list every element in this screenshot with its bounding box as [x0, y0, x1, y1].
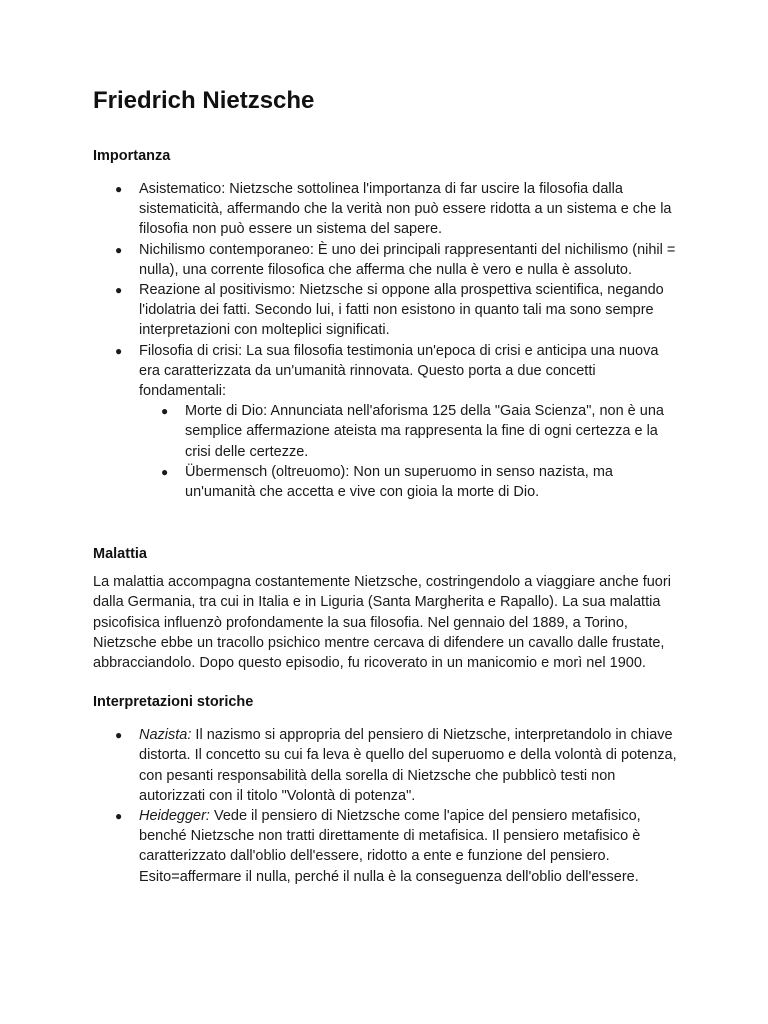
list-item-label: Nazista: [139, 727, 192, 744]
bullet-icon: ● [115, 343, 123, 358]
bullet-icon: ● [115, 242, 123, 257]
list-item-text: Asistematico: Nietzsche sottolinea l'importanza di far uscire la filosofia dalla sistematicità, affermando che la verità non può essere ridotta a un sistema e che la filosofia non può essere un sistema del sapere. [139, 181, 672, 238]
sub-list-item-text: Übermensch (oltreuomo): Non un superuomo in senso nazista, ma un'umanità che accetta e vive con gioia la morte di Dio. [185, 463, 613, 501]
list-item-text: Reazione al positivismo: Nietzsche si oppone alla prospettiva scientifica, negando l'idolatria dei fatti. Secondo lui, i fatti non esistono in quanto tali ma sono sempre interpretazioni con molteplici significati. [139, 282, 664, 339]
importanza-list [93, 179, 683, 502]
bullet-icon: ● [161, 404, 169, 419]
list-item [93, 806, 683, 887]
malattia-paragraph: La malattia accompagna costantemente Nietzsche, costringendolo a viaggiare anche fuori dalla Germania, tra cui in Italia e in Liguria (Santa Margherita e Rapallo). La sua malattia psicofisica influenzò profondamente la sua filosofia. Nel gennaio del 1889, a Torino, Nietzsche ebbe un tracollo psichico mentre cercava di difendere un cavallo dalle frustate, abbracciandolo. Dopo questo episodio, fu ricoverato in un manicomio e morì nel 1900. [93, 574, 671, 672]
bullet-icon: ● [115, 728, 123, 743]
sub-list-item [139, 462, 683, 502]
bullet-icon: ● [115, 182, 123, 196]
list-item [93, 725, 683, 806]
bullet-icon: ● [161, 464, 169, 479]
page-title: Friedrich Nietzsche [93, 87, 315, 114]
document-page [93, 86, 683, 887]
sub-list-item-text: Morte di Dio: Annunciata nell'aforisma 125 della "Gaia Scienza", non è una semplice affermazione ateista ma rappresenta la fine di ogni certezza e la crisi delle certezze. [185, 403, 664, 460]
bullet-icon: ● [115, 809, 123, 824]
list-item-label: Heidegger: [139, 808, 210, 825]
list-item [93, 280, 683, 341]
sub-list-item [139, 401, 683, 462]
list-item-text: Nichilismo contemporaneo: È uno dei principali rappresentanti del nichilismo (nihil = nulla), una corrente filosofica che afferma che nulla è vero e nulla è assoluto. [139, 241, 676, 278]
sub-list [139, 401, 683, 502]
list-item-text: Vede il pensiero di Nietzsche come l'apice del pensiero metafisico, benché Nietzsche non tratti direttamente di metafisica. Il pensiero metafisico è caratterizzato dall'oblio dell'essere, ridotto a ente e funzione del pensiero. Esito=affermare il nulla, perché il nulla è la conseguenza dell'oblio dell'essere. [139, 808, 641, 885]
list-item [93, 240, 683, 280]
bullet-icon: ● [115, 283, 123, 298]
list-item-text: Il nazismo si appropria del pensiero di Nietzsche, interpretandolo in chiave distorta. Il concetto su cui fa leva è quello del superuomo e della volontà di potenza, con pesanti responsabilità della sorella di Nietzsche che pubblicò testi non autorizzati con il titolo "Volontà di potenza". [139, 727, 677, 804]
interpretazioni-list [93, 725, 683, 887]
heading-malattia: Malattia [93, 546, 147, 563]
list-item-text: Filosofia di crisi: La sua filosofia testimonia un'epoca di crisi e anticipa una nuova era caratterizzata da un'umanità rinnovata. Questo porta a due concetti fondamentali: [139, 342, 659, 400]
list-item [93, 179, 683, 240]
list-item [93, 341, 683, 503]
heading-interpretazioni-storiche: Interpretazioni storiche [93, 694, 254, 711]
heading-importanza: Importanza [93, 148, 171, 164]
